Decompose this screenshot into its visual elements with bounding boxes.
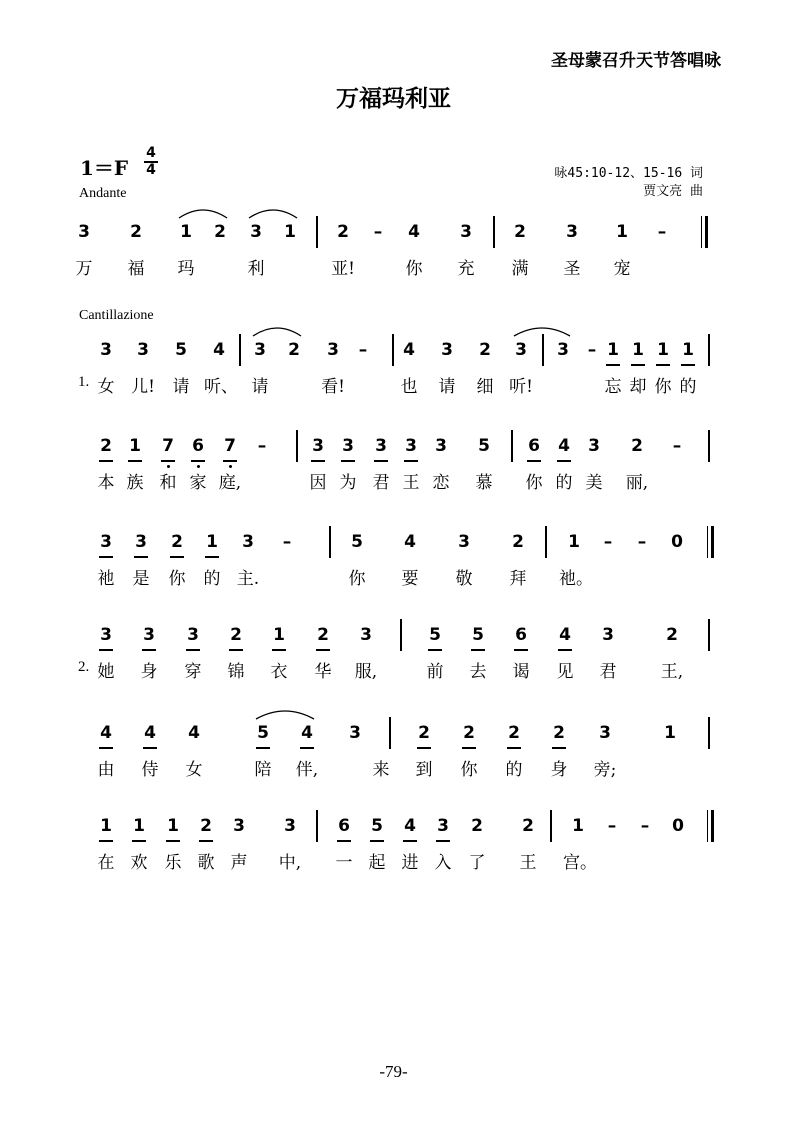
dash-note: – [637,532,647,552]
lyric-syllable: 本 [97,473,115,493]
eighth-underline [527,460,541,462]
note: 3 [588,436,600,456]
eighth-underline [656,364,670,366]
lyric-syllable: 福 [127,259,145,279]
note: 3 [242,532,254,552]
lyric-syllable: 穿 [184,662,202,682]
note: 2 [214,222,226,242]
dash-note: – [373,222,383,242]
eighth-underline [132,840,146,842]
lyric-syllable: 见 [556,662,574,682]
note: 3 [566,222,578,242]
lyric-syllable: 她 [97,662,115,682]
eighth-underline [514,649,528,651]
note: 3 [100,532,112,552]
note: 2 [337,222,349,242]
eighth-underline [300,747,314,749]
note: 1 [632,340,644,360]
note: 5 [351,532,363,552]
dash-note: – [257,436,267,456]
lyric-syllable: 听! [509,377,533,397]
note: 1 [664,723,676,743]
note: 1 [129,436,141,456]
barline [542,334,544,366]
barline [708,334,710,366]
lyric-syllable: 请 [251,377,269,397]
note: 3 [233,816,245,836]
slur-arc [179,210,227,218]
lyric-syllable: 女 [185,760,203,780]
lyric-syllable: 圣 [563,259,581,279]
composer-credit: 贾文亮 曲 [643,184,703,199]
note: 3 [135,532,147,552]
note: 3 [250,222,262,242]
note: 2 [317,625,329,645]
eighth-underline [186,649,200,651]
lyric-syllable: 因 [309,473,327,493]
lyric-syllable: 君 [372,473,390,493]
barline [550,810,552,842]
barline [392,334,394,366]
lyric-syllable: 你 [460,760,478,780]
dash-note: – [603,532,613,552]
dash-note: – [672,436,682,456]
eighth-underline [507,747,521,749]
lyric-syllable: 是 [132,569,150,589]
eighth-underline [558,649,572,651]
lyric-syllable: 伴, [295,760,319,780]
lyric-syllable: 欢 [130,853,148,873]
note: 3 [342,436,354,456]
lyric-syllable: 儿! [131,377,155,397]
lyric-syllable: 王, [660,662,684,682]
lyric-syllable: 主. [236,569,260,589]
note: 2 [288,340,300,360]
note: 1 [167,816,179,836]
note: 7 [162,436,174,456]
eighth-underline [134,556,148,558]
note: 2 [130,222,142,242]
note: 1 [572,816,584,836]
lyric-syllable: 了 [468,853,486,873]
note: 3 [254,340,266,360]
note: 5 [371,816,383,836]
barline [389,717,391,749]
lyric-syllable: 庭, [218,473,242,493]
note: 2 [100,436,112,456]
note: 2 [171,532,183,552]
eighth-underline [370,840,384,842]
lyric-syllable: 玛 [177,259,195,279]
eighth-underline [606,364,620,366]
note: 3 [187,625,199,645]
lyric-syllable: 的 [203,569,221,589]
eighth-underline [552,747,566,749]
note: 3 [327,340,339,360]
lyric-syllable: 为 [339,473,357,493]
lyric-syllable: 万 [75,259,93,279]
lyric-syllable: 乐 [164,853,182,873]
rest-note: 0 [671,532,683,552]
tempo-marking: Cantillazione [79,308,154,323]
barline [545,526,547,558]
note: 3 [143,625,155,645]
lyric-syllable: 的 [679,377,697,397]
lyric-syllable: 到 [415,760,433,780]
note: 3 [100,625,112,645]
eighth-underline [316,649,330,651]
eighth-underline [128,460,142,462]
lyric-syllable: 宠 [613,259,631,279]
note: 4 [558,436,570,456]
barline [316,216,318,248]
note: 4 [213,340,225,360]
note: 5 [257,723,269,743]
lyric-syllable: 美 [585,473,603,493]
note: 6 [192,436,204,456]
time-signature-top: 4 [146,145,156,161]
lyric-syllable: 慕 [475,473,493,493]
note: 6 [338,816,350,836]
rest-note: 0 [672,816,684,836]
note: 1 [206,532,218,552]
page-header-subtitle: 圣母蒙召升天节答唱咏 [551,51,721,71]
lyric-syllable: 你 [525,473,543,493]
note: 3 [284,816,296,836]
lyric-syllable: 由 [97,760,115,780]
lyric-syllable: 听、 [204,377,238,397]
note: 2 [463,723,475,743]
note: 1 [180,222,192,242]
note: 3 [458,532,470,552]
lyric-syllable: 你 [405,259,423,279]
slur-arc [256,711,314,719]
barline [493,216,495,248]
lyric-syllable: 华 [314,662,332,682]
note: 4 [188,723,200,743]
lyric-syllable: 和 [159,473,177,493]
lyric-syllable: 祂。 [559,569,593,589]
note: 2 [553,723,565,743]
note: 2 [512,532,524,552]
song-title: 万福玛利亚 [336,85,451,112]
lyric-syllable: 敬 [455,569,473,589]
final-barline [707,526,708,558]
lyric-syllable: 侍 [141,760,159,780]
note: 3 [602,625,614,645]
eighth-underline [142,649,156,651]
eighth-underline [99,649,113,651]
note: 4 [100,723,112,743]
note: 3 [557,340,569,360]
lyric-syllable: 恋 [432,473,450,493]
note: 1 [273,625,285,645]
note: 1 [616,222,628,242]
lyric-syllable: 也 [400,377,418,397]
eighth-underline [199,840,213,842]
note: 3 [78,222,90,242]
eighth-underline [161,460,175,462]
lyric-syllable: 细 [476,377,494,397]
barline [708,619,710,651]
barline [708,717,710,749]
eighth-underline [681,364,695,366]
lyric-syllable: 你 [168,569,186,589]
lyric-syllable: 宫。 [563,853,597,873]
note: 3 [437,816,449,836]
note: 2 [508,723,520,743]
lyric-syllable: 忘 [604,377,622,397]
note: 1 [284,222,296,242]
lyric-syllable: 来 [372,760,390,780]
time-signature-bottom: 4 [146,161,156,178]
lyric-syllable: 一 [335,853,353,873]
barline [296,430,298,462]
lyric-syllable: 的 [505,760,523,780]
note: 2 [479,340,491,360]
note: 7 [224,436,236,456]
lyric-syllable: 前 [426,662,444,682]
note: 4 [301,723,313,743]
note: 5 [175,340,187,360]
barline [708,430,710,462]
note: 4 [408,222,420,242]
lyric-syllable: 去 [469,662,487,682]
lyric-syllable: 你 [654,377,672,397]
verse-number: 2. [78,659,90,675]
note: 3 [137,340,149,360]
note: 1 [607,340,619,360]
lyric-syllable: 却 [629,377,647,397]
lyric-syllable: 在 [97,853,115,873]
dash-note: – [657,222,667,242]
note: 1 [682,340,694,360]
note: 3 [435,436,447,456]
eighth-underline [436,840,450,842]
lyric-syllable: 的 [555,473,573,493]
note: 2 [200,816,212,836]
note: 3 [312,436,324,456]
eighth-underline [337,840,351,842]
note: 5 [478,436,490,456]
lyric-syllable: 家 [189,473,207,493]
note: 3 [375,436,387,456]
dash-note: – [282,532,292,552]
lyric-syllable: 服, [354,662,378,682]
eighth-underline [417,747,431,749]
tempo-marking: Andante [79,186,127,201]
lyric-syllable: 身 [550,760,568,780]
barline [511,430,513,462]
barline [239,334,241,366]
barline [400,619,402,651]
lyric-syllable: 起 [368,853,386,873]
eighth-underline [272,649,286,651]
eighth-underline [631,364,645,366]
eighth-underline [471,649,485,651]
lyric-syllable: 族 [126,473,144,493]
lyric-syllable: 进 [401,853,419,873]
note: 4 [403,340,415,360]
lyric-syllable: 亚! [331,259,355,279]
lyric-syllable: 请 [172,377,190,397]
note: 5 [472,625,484,645]
lyric-syllable: 满 [511,259,529,279]
eighth-underline [99,460,113,462]
lyric-syllable: 锦 [227,662,245,682]
note: 3 [441,340,453,360]
note: 3 [349,723,361,743]
eighth-underline [557,460,571,462]
note: 2 [471,816,483,836]
note: 4 [404,816,416,836]
final-barline-thick [705,216,708,248]
lyricist-credit: 咏45:10-12、15-16 词 [554,166,703,181]
final-barline-thick [711,810,714,842]
eighth-underline [99,556,113,558]
note: 2 [522,816,534,836]
lyric-syllable: 旁; [593,760,617,780]
lyric-syllable: 祂 [97,569,115,589]
eighth-underline [166,840,180,842]
note: 3 [405,436,417,456]
eighth-underline [462,747,476,749]
lyric-syllable: 王 [402,473,420,493]
lyric-syllable: 入 [434,853,452,873]
lyric-syllable: 看! [321,377,345,397]
lyric-syllable: 你 [348,569,366,589]
lyric-syllable: 利 [247,259,265,279]
lyric-syllable: 身 [140,662,158,682]
page-number: -79- [379,1062,408,1081]
note: 6 [515,625,527,645]
final-barline-thick [711,526,714,558]
lyric-syllable: 女 [97,377,115,397]
barline [329,526,331,558]
lyric-syllable: 陪 [254,760,272,780]
verse-number: 1. [78,374,90,390]
lyric-syllable: 衣 [270,662,288,682]
eighth-underline [428,649,442,651]
eighth-underline [404,460,418,462]
note: 3 [599,723,611,743]
note: 2 [666,625,678,645]
slur-arc [253,328,301,336]
note: 3 [360,625,372,645]
note: 1 [657,340,669,360]
eighth-underline [229,649,243,651]
eighth-underline [311,460,325,462]
note: 2 [418,723,430,743]
final-barline [707,810,708,842]
lyric-syllable: 王 [519,853,537,873]
note: 3 [100,340,112,360]
eighth-underline [99,840,113,842]
note: 1 [133,816,145,836]
eighth-underline [403,840,417,842]
note: 4 [559,625,571,645]
note: 6 [528,436,540,456]
final-barline [701,216,702,248]
lyric-syllable: 拜 [509,569,527,589]
note: 3 [515,340,527,360]
note: 2 [631,436,643,456]
eighth-underline [205,556,219,558]
dash-note: – [587,340,597,360]
eighth-underline [191,460,205,462]
eighth-underline [99,747,113,749]
lyric-syllable: 谒 [512,662,530,682]
note: 4 [144,723,156,743]
eighth-underline [341,460,355,462]
key-signature: 1＝F [80,156,129,180]
note: 1 [568,532,580,552]
note: 2 [514,222,526,242]
barline [316,810,318,842]
note: 3 [460,222,472,242]
lyric-syllable: 充 [457,259,475,279]
dash-note: – [358,340,368,360]
dash-note: – [607,816,617,836]
dash-note: – [640,816,650,836]
lyric-syllable: 请 [438,377,456,397]
lyric-syllable: 中, [278,853,302,873]
eighth-underline [374,460,388,462]
slur-arc [249,210,297,218]
lyric-syllable: 歌 [197,853,215,873]
note: 1 [100,816,112,836]
note: 4 [404,532,416,552]
lyric-syllable: 君 [599,662,617,682]
lyric-syllable: 丽, [625,473,649,493]
note: 5 [429,625,441,645]
eighth-underline [143,747,157,749]
note: 2 [230,625,242,645]
eighth-underline [223,460,237,462]
lyric-syllable: 声 [230,853,248,873]
eighth-underline [170,556,184,558]
lyric-syllable: 要 [401,569,419,589]
eighth-underline [256,747,270,749]
